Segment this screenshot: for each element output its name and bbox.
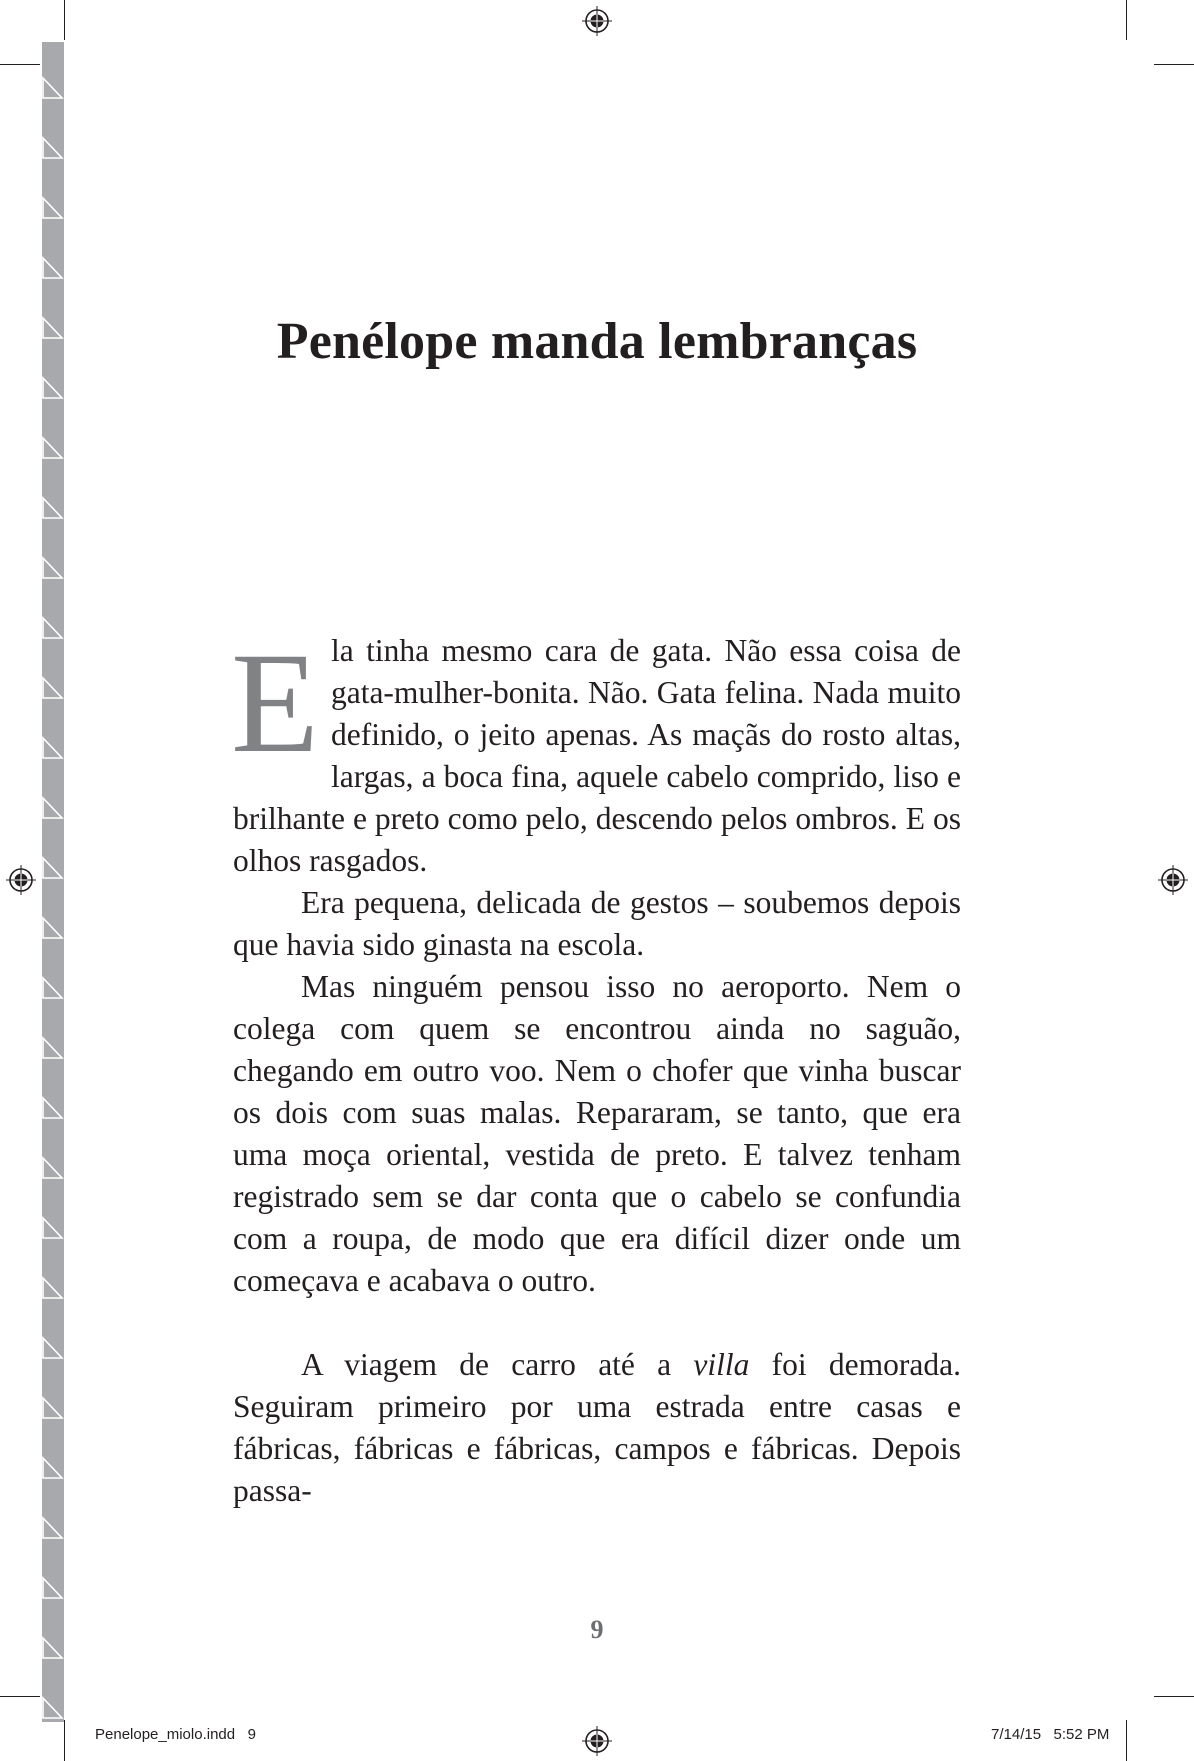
- paragraph-4-italic: villa: [693, 1347, 750, 1382]
- paragraph-4-text-start: A viagem de carro até a: [301, 1347, 694, 1382]
- paragraph-4-text-end: foi demorada. Seguiram primeiro por uma estrada entre casas e fábricas, fábricas e fábricas, campos e fábricas. Depois passa-: [233, 1347, 961, 1508]
- crop-mark-bottom-left-vertical: [64, 1720, 65, 1761]
- paragraph-2: Era pequena, delicada de gestos – soubemos depois que havia sido ginasta na escola.: [233, 885, 961, 962]
- binding-strip: [42, 42, 64, 1722]
- page-number: 9: [590, 1615, 604, 1644]
- crop-mark-top-right-horizontal: [1154, 64, 1194, 65]
- crop-mark-top-left-horizontal: [0, 64, 40, 65]
- registration-mark-bottom-icon: [582, 1726, 612, 1756]
- file-slug: Penelope_miolo.indd 9: [95, 1726, 256, 1743]
- paragraph-1: [231, 624, 961, 882]
- crop-mark-top-left-vertical: [64, 0, 65, 40]
- strip-triangles-icon: [42, 42, 64, 1722]
- chapter-title: Penélope manda lembranças: [276, 313, 918, 370]
- crop-mark-bottom-right-vertical: [1126, 1720, 1127, 1761]
- drop-cap: E: [231, 624, 319, 783]
- body-text: [231, 624, 961, 1512]
- crop-mark-top-right-vertical: [1126, 0, 1127, 40]
- crop-mark-bottom-left-horizontal: [0, 1696, 40, 1697]
- section-gap: [233, 1302, 961, 1344]
- registration-mark-left-icon: [6, 865, 36, 895]
- registration-mark-top-icon: [582, 6, 612, 36]
- paragraph-3: Mas ninguém pensou isso no aeroporto. Nem o colega com quem se encontrou ainda no saguão, chegando em outro voo. Nem o chofer que vinha buscar os dois com suas malas. Repararam, se tanto, que era uma moça oriental, vestida de preto. E talvez tenham registrado sem se dar conta que o cabelo se confundia com a roupa, de modo que era difícil dizer onde um começava e acabava o outro.: [233, 969, 961, 1298]
- crop-mark-bottom-right-horizontal: [1154, 1696, 1194, 1697]
- paragraph-4: [233, 1344, 961, 1512]
- paragraph-1-text: la tinha mesmo cara de gata. Não essa coisa de gata-mulher-bonita. Não. Gata felina. Nada muito definido, o jeito apenas. As maçãs do rosto altas, largas, a boca fina, aquele cabelo comprido, liso e brilhante e preto como pelo, descendo pelos ombros. E os olhos rasgados.: [233, 633, 961, 878]
- print-timestamp: 7/14/15 5:52 PM: [991, 1726, 1110, 1743]
- registration-mark-right-icon: [1158, 865, 1188, 895]
